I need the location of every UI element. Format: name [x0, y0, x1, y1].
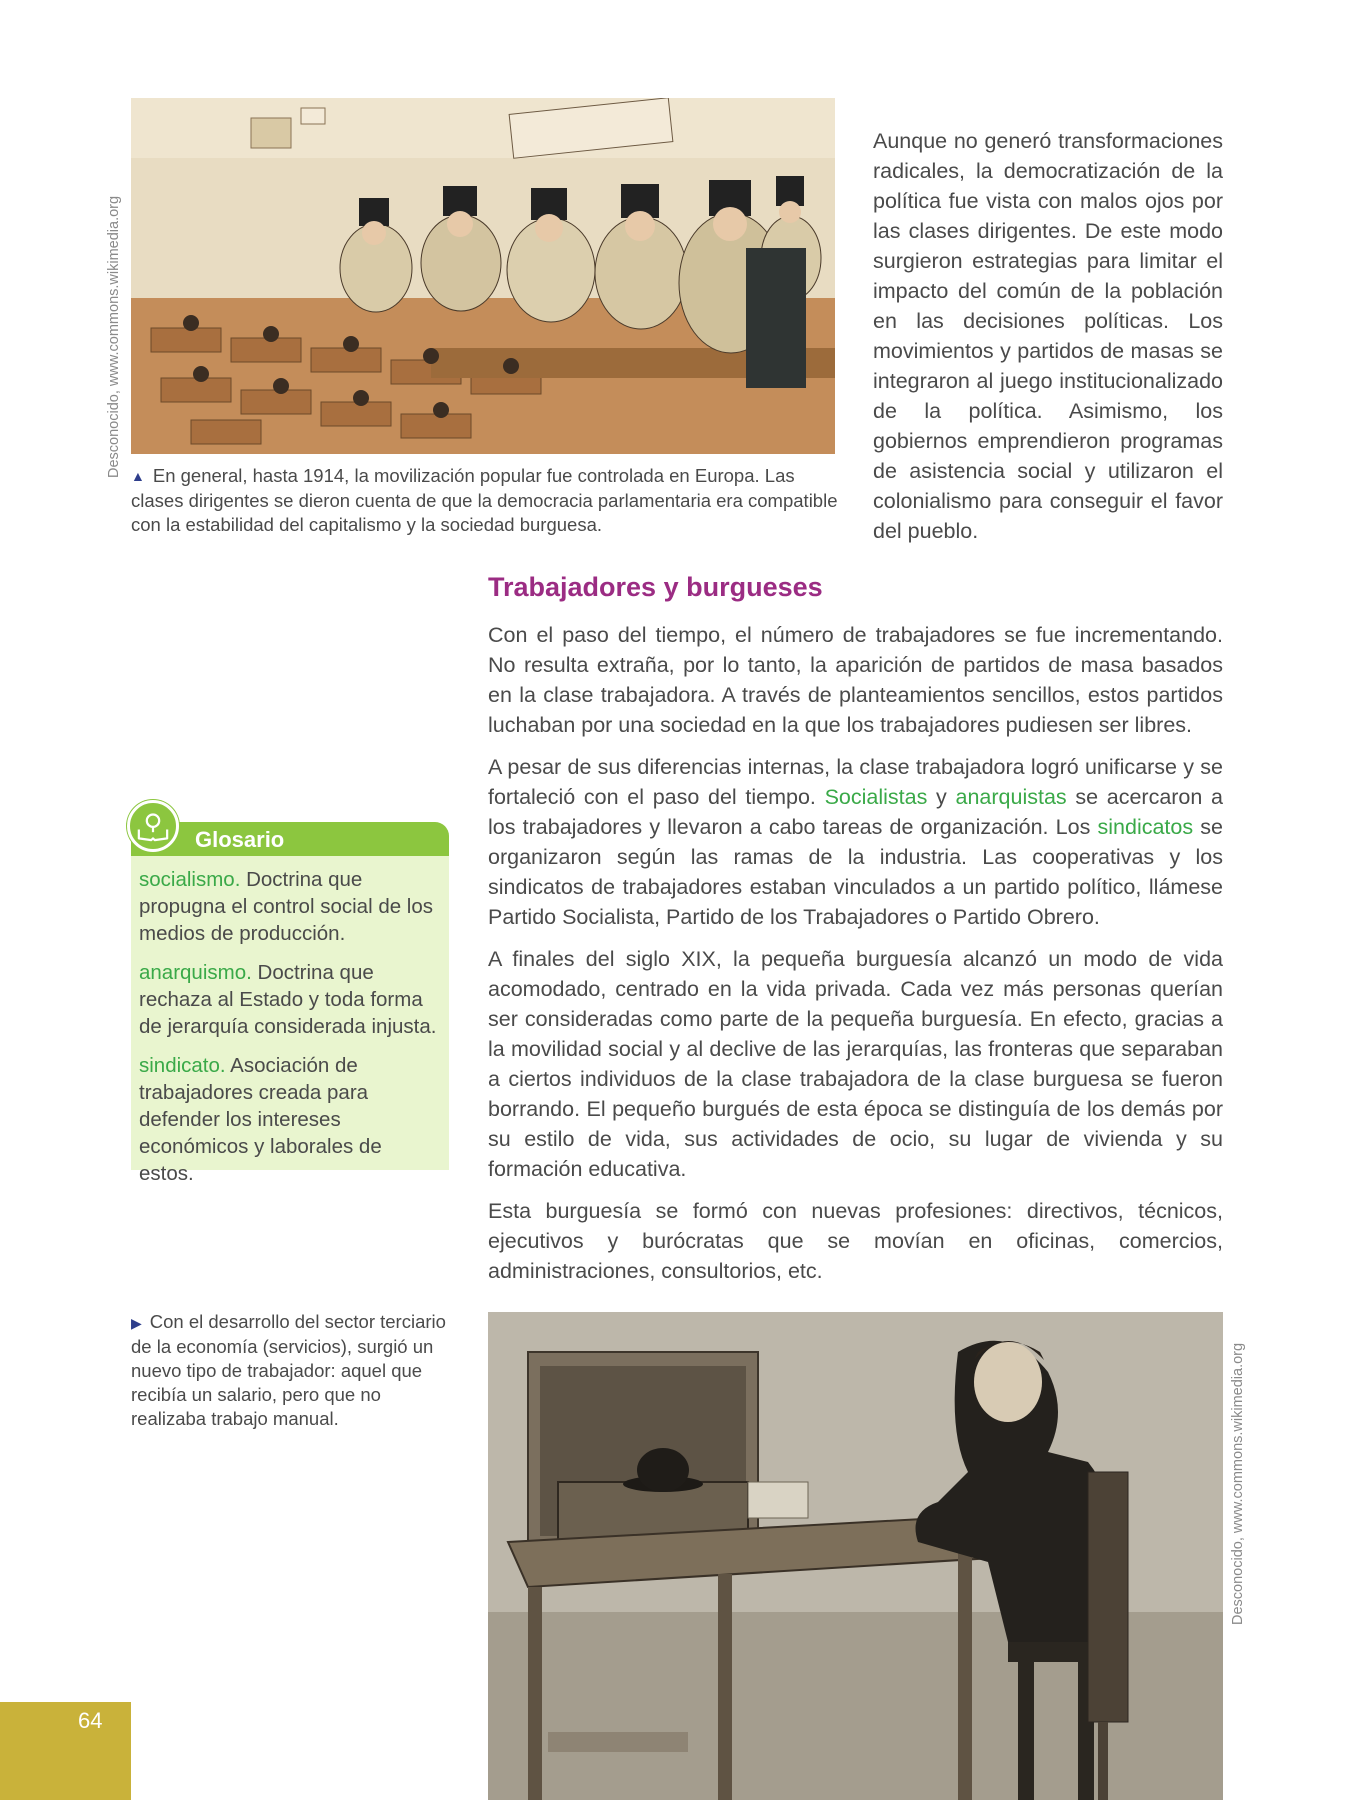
glossary-term: anarquismo.	[139, 961, 252, 984]
glossary-term: socialismo.	[139, 868, 241, 891]
body-paragraph-2	[488, 752, 1223, 932]
glossary-title: Glosario	[195, 827, 285, 852]
glossary-box	[131, 800, 449, 1185]
top-caption-text: En general, hasta 1914, la movilización popular fue controlada en Europa. Las clases dirigentes se dieron cuenta de que la democracia parlamentaria era compatible con la estabilidad del capitalismo y la sociedad burguesa.	[131, 465, 838, 535]
body-paragraph-3: A finales del siglo XIX, la pequeña burguesía alcanzó un modo de vida acomodado, centrado en la vida privada. Cada vez más personas querían ser consideradas como parte de la pequeña burguesía. En efecto, gracias a la movilidad social y al declive de las jerarquías, las fronteras que separaban a ciertos individuos de la clase trabajadora de la clase burguesa se fueron borrando. El pequeño burgués de esta época se distinguía de los demás por su estilo de vida, sus actividades de ocio, su lugar de vivienda y su formación educativa.	[488, 947, 1223, 1181]
book-bulb-icon	[127, 800, 179, 852]
term-sindicatos: sindicatos	[1097, 815, 1194, 839]
glossary-definition: Asociación de trabajadores creada para defender los intereses económicos y laborales de estos.	[139, 1054, 382, 1185]
office-worker-photo	[488, 1312, 1223, 1800]
glossary-definition: Doctrina que rechaza al Estado y toda forma de jerarquía considerada injusta.	[139, 961, 437, 1038]
glossary-body	[131, 856, 449, 1185]
bottom-photo	[488, 1312, 1223, 1800]
page-number: 64	[78, 1708, 103, 1733]
glossary-entry-socialismo	[139, 866, 441, 947]
p2-text-b: y	[927, 785, 956, 809]
top-image-caption	[131, 464, 841, 537]
glossary-entry-anarquismo	[139, 959, 441, 1040]
body-paragraph-1: Con el paso del tiempo, el número de trabajadores se fue incrementando. No resulta extraña, por lo tanto, la aparición de partidos de masa basados en la clase trabajadora. A través de planteamientos sencillos, estos partidos luchaban por una sociedad en la que los trabajadores pudiesen ser libres.	[488, 623, 1223, 737]
term-anarquistas: anarquistas	[955, 785, 1067, 809]
intro-paragraph: Aunque no generó transformaciones radicales, la democratización de la política fue vista con malos ojos por las clases dirigentes. De este modo surgieron estrategias para limitar el impacto del común de la población en las decisiones políticas. Los movimientos y partidos de masas se integraron al juego institucionalizado de la política. Asimismo, los gobiernos emprendieron programas de asistencia social y utilizaron el colonialismo para conseguir el favor del pueblo.	[873, 129, 1223, 543]
senate-cartoon-image	[131, 98, 835, 454]
bottom-image-caption	[131, 1310, 451, 1431]
glossary-definition: Doctrina que propugna el control social de los medios de producción.	[139, 868, 434, 945]
glossary-term: sindicato.	[139, 1054, 226, 1077]
p2-text-c: se acercaron a los trabajadores y llevaron a cabo tareas de organización. Los	[488, 785, 1223, 839]
p2-text-d: se organizaron según las ramas de la industria. Las cooperativas y los sindicatos de trabajadores estaban vinculados a un partido político, llámese Partido Socialista, Partido de los Trabajadores o Partido Obrero.	[488, 815, 1223, 929]
bottom-caption-text: Con el desarrollo del sector terciario de la economía (servicios), surgió un nuevo tipo de trabajador: aquel que recibía un salario, pero que no realizaba trabajo manual.	[131, 1311, 446, 1429]
body-paragraph-4: Esta burguesía se formó con nuevas profesiones: directivos, técnicos, ejecutivos y burócratas que se movían en oficinas, comercios, administraciones, consultorios, etc.	[488, 1199, 1223, 1283]
term-socialistas: Socialistas	[824, 785, 928, 809]
triangle-up-icon: ▲	[131, 468, 145, 484]
top-illustration	[131, 98, 835, 454]
p2-text-a: A pesar de sus diferencias internas, la clase trabajadora logró unificarse y se fortaleció con el paso del tiempo.	[488, 755, 1223, 809]
top-image-credit: Desconocido, www.commons.wikimedia.org	[106, 195, 122, 478]
page-number-block	[0, 1702, 131, 1800]
glossary-entry-sindicato	[139, 1052, 441, 1187]
body-column	[488, 620, 1223, 1298]
bottom-image-credit: Desconocido, www.commons.wikimedia.org	[1230, 1342, 1246, 1625]
section-title: Trabajadores y burgueses	[488, 572, 823, 602]
triangle-right-icon: ▶	[131, 1315, 142, 1331]
